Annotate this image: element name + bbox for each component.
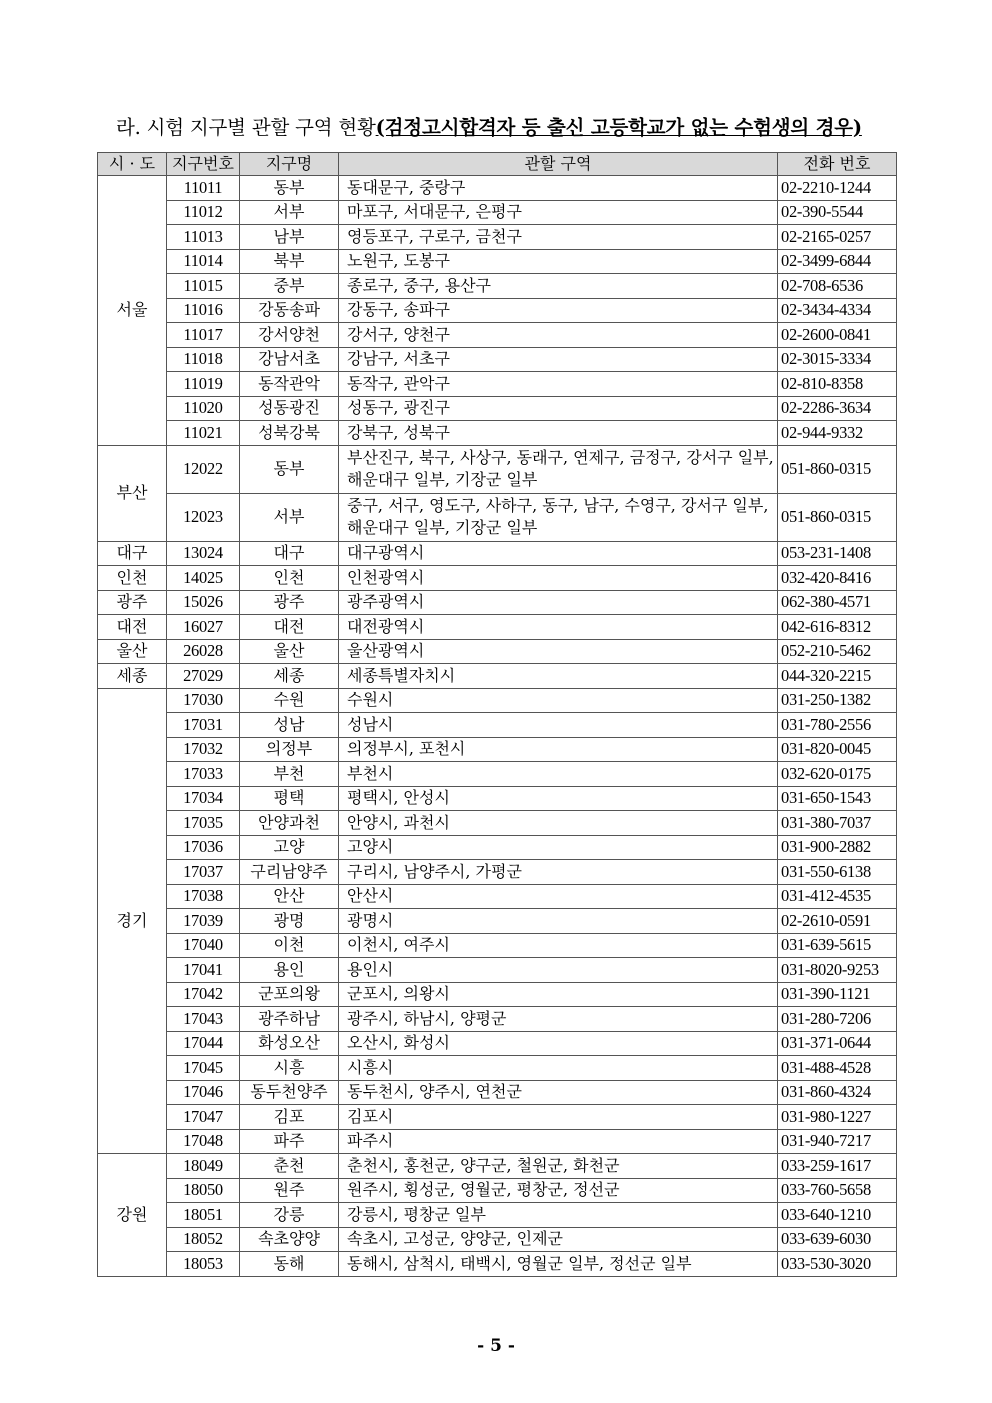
district-code-cell: 17034 (167, 786, 240, 811)
district-name-cell: 동부 (240, 176, 339, 201)
district-name-cell: 광주 (240, 590, 339, 615)
district-name-cell: 광명 (240, 909, 339, 934)
phone-cell: 02-2286-3634 (778, 396, 897, 421)
phone-cell: 02-2210-1244 (778, 176, 897, 201)
district-name-cell: 강남서초 (240, 347, 339, 372)
phone-cell: 031-280-7206 (778, 1007, 897, 1032)
jurisdiction-cell: 광명시 (339, 909, 778, 934)
district-code-cell: 18053 (167, 1252, 240, 1277)
district-name-cell: 속초양양 (240, 1227, 339, 1252)
phone-cell: 031-650-1543 (778, 786, 897, 811)
jurisdiction-cell: 오산시, 화성시 (339, 1031, 778, 1056)
phone-cell: 02-2610-0591 (778, 909, 897, 934)
table-row (98, 396, 897, 421)
jurisdiction-cell: 군포시, 의왕시 (339, 982, 778, 1007)
region-cell: 서울 (98, 176, 167, 446)
phone-cell: 031-8020-9253 (778, 958, 897, 983)
jurisdiction-cell: 동두천시, 양주시, 연천군 (339, 1080, 778, 1105)
region-cell: 강원 (98, 1154, 167, 1277)
table-row (98, 1031, 897, 1056)
district-name-cell: 안산 (240, 884, 339, 909)
district-table (97, 152, 897, 1277)
district-code-cell: 17040 (167, 933, 240, 958)
district-name-cell: 춘천 (240, 1154, 339, 1179)
phone-cell: 031-940-7217 (778, 1129, 897, 1154)
district-code-cell: 17031 (167, 713, 240, 738)
phone-cell: 052-210-5462 (778, 639, 897, 664)
district-name-cell: 강릉 (240, 1203, 339, 1228)
district-name-cell: 의정부 (240, 737, 339, 762)
title-prefix: 라. 시험 지구별 관할 구역 현황 (116, 116, 376, 139)
jurisdiction-cell: 동대문구, 중랑구 (339, 176, 778, 201)
table-row (98, 225, 897, 250)
table-row (98, 445, 897, 493)
table-row (98, 860, 897, 885)
phone-cell: 02-3434-4334 (778, 298, 897, 323)
table-row (98, 762, 897, 787)
district-name-cell: 시흥 (240, 1056, 339, 1081)
district-code-cell: 17035 (167, 811, 240, 836)
table-row (98, 1203, 897, 1228)
district-code-cell: 17030 (167, 688, 240, 713)
jurisdiction-cell: 부산진구, 북구, 사상구, 동래구, 연제구, 금정구, 강서구 일부, 해운대구 일부, 기장군 일부 (339, 445, 778, 493)
jurisdiction-cell: 강서구, 양천구 (339, 323, 778, 348)
region-cell: 광주 (98, 590, 167, 615)
district-code-cell: 16027 (167, 615, 240, 640)
jurisdiction-cell: 강남구, 서초구 (339, 347, 778, 372)
table-row (98, 1007, 897, 1032)
table-row (98, 1129, 897, 1154)
phone-cell: 032-420-8416 (778, 566, 897, 591)
jurisdiction-cell: 용인시 (339, 958, 778, 983)
district-code-cell: 17039 (167, 909, 240, 934)
jurisdiction-cell: 광주광역시 (339, 590, 778, 615)
district-name-cell: 수원 (240, 688, 339, 713)
district-code-cell: 11014 (167, 249, 240, 274)
district-code-cell: 17043 (167, 1007, 240, 1032)
district-name-cell: 파주 (240, 1129, 339, 1154)
district-name-cell: 동두천양주 (240, 1080, 339, 1105)
district-name-cell: 군포의왕 (240, 982, 339, 1007)
phone-cell: 053-231-1408 (778, 541, 897, 566)
jurisdiction-cell: 파주시 (339, 1129, 778, 1154)
district-name-cell: 동작관악 (240, 372, 339, 397)
district-name-cell: 이천 (240, 933, 339, 958)
table-row (98, 1252, 897, 1277)
jurisdiction-cell: 대전광역시 (339, 615, 778, 640)
district-code-cell: 17033 (167, 762, 240, 787)
table-row (98, 737, 897, 762)
region-cell: 세종 (98, 664, 167, 689)
table-row (98, 615, 897, 640)
phone-cell: 051-860-0315 (778, 493, 897, 541)
district-code-cell: 11020 (167, 396, 240, 421)
district-code-cell: 17046 (167, 1080, 240, 1105)
jurisdiction-cell: 시흥시 (339, 1056, 778, 1081)
district-name-cell: 평택 (240, 786, 339, 811)
phone-cell: 02-3499-6844 (778, 249, 897, 274)
district-name-cell: 용인 (240, 958, 339, 983)
table-row (98, 811, 897, 836)
phone-cell: 031-390-1121 (778, 982, 897, 1007)
phone-cell: 02-2165-0257 (778, 225, 897, 250)
phone-cell: 031-371-0644 (778, 1031, 897, 1056)
jurisdiction-cell: 수원시 (339, 688, 778, 713)
table-row (98, 1105, 897, 1130)
table-row (98, 639, 897, 664)
table-row (98, 493, 897, 541)
district-code-cell: 11017 (167, 323, 240, 348)
phone-cell: 031-412-4535 (778, 884, 897, 909)
page-number: - 5 - (477, 1336, 515, 1356)
table-row (98, 909, 897, 934)
jurisdiction-cell: 의정부시, 포천시 (339, 737, 778, 762)
district-code-cell: 17038 (167, 884, 240, 909)
district-code-cell: 26028 (167, 639, 240, 664)
header-code: 지구번호 (167, 153, 240, 176)
district-code-cell: 14025 (167, 566, 240, 591)
phone-cell: 02-2600-0841 (778, 323, 897, 348)
district-name-cell: 동부 (240, 445, 339, 493)
jurisdiction-cell: 강동구, 송파구 (339, 298, 778, 323)
district-code-cell: 17032 (167, 737, 240, 762)
region-cell: 대전 (98, 615, 167, 640)
district-code-cell: 17041 (167, 958, 240, 983)
table-row (98, 372, 897, 397)
table-row (98, 884, 897, 909)
district-name-cell: 북부 (240, 249, 339, 274)
jurisdiction-cell: 성남시 (339, 713, 778, 738)
jurisdiction-cell: 이천시, 여주시 (339, 933, 778, 958)
district-code-cell: 17042 (167, 982, 240, 1007)
phone-cell: 033-640-1210 (778, 1203, 897, 1228)
phone-cell: 031-900-2882 (778, 835, 897, 860)
jurisdiction-cell: 성동구, 광진구 (339, 396, 778, 421)
jurisdiction-cell: 안산시 (339, 884, 778, 909)
table-row (98, 249, 897, 274)
district-name-cell: 광주하남 (240, 1007, 339, 1032)
region-cell: 부산 (98, 445, 167, 541)
district-code-cell: 17047 (167, 1105, 240, 1130)
jurisdiction-cell: 강릉시, 평창군 일부 (339, 1203, 778, 1228)
jurisdiction-cell: 평택시, 안성시 (339, 786, 778, 811)
table-body (98, 176, 897, 1277)
header-area: 관할 구역 (339, 153, 778, 176)
phone-cell: 031-780-2556 (778, 713, 897, 738)
district-name-cell: 김포 (240, 1105, 339, 1130)
region-cell: 울산 (98, 639, 167, 664)
phone-cell: 02-708-6536 (778, 274, 897, 299)
district-code-cell: 18052 (167, 1227, 240, 1252)
phone-cell: 031-250-1382 (778, 688, 897, 713)
district-code-cell: 17048 (167, 1129, 240, 1154)
jurisdiction-cell: 김포시 (339, 1105, 778, 1130)
table-row (98, 933, 897, 958)
district-code-cell: 11021 (167, 421, 240, 446)
phone-cell: 031-860-4324 (778, 1080, 897, 1105)
table-row (98, 1080, 897, 1105)
title-emphasis: (검정고시합격자 등 출신 고등학교가 없는 수험생의 경우) (375, 116, 862, 139)
district-name-cell: 동해 (240, 1252, 339, 1277)
district-name-cell: 강서양천 (240, 323, 339, 348)
table-header-row (98, 153, 897, 176)
jurisdiction-cell: 안양시, 과천시 (339, 811, 778, 836)
jurisdiction-cell: 동해시, 삼척시, 태백시, 영월군 일부, 정선군 일부 (339, 1252, 778, 1277)
table-row (98, 786, 897, 811)
district-code-cell: 12023 (167, 493, 240, 541)
region-cell: 대구 (98, 541, 167, 566)
jurisdiction-cell: 종로구, 중구, 용산구 (339, 274, 778, 299)
phone-cell: 042-616-8312 (778, 615, 897, 640)
phone-cell: 031-550-6138 (778, 860, 897, 885)
jurisdiction-cell: 대구광역시 (339, 541, 778, 566)
section-title (116, 112, 862, 140)
jurisdiction-cell: 동작구, 관악구 (339, 372, 778, 397)
table-row (98, 835, 897, 860)
jurisdiction-cell: 부천시 (339, 762, 778, 787)
district-name-cell: 고양 (240, 835, 339, 860)
phone-cell: 031-980-1227 (778, 1105, 897, 1130)
district-name-cell: 세종 (240, 664, 339, 689)
district-name-cell: 화성오산 (240, 1031, 339, 1056)
table-row (98, 200, 897, 225)
district-code-cell: 11018 (167, 347, 240, 372)
table-row (98, 982, 897, 1007)
district-name-cell: 대전 (240, 615, 339, 640)
district-name-cell: 인천 (240, 566, 339, 591)
district-code-cell: 15026 (167, 590, 240, 615)
header-name: 지구명 (240, 153, 339, 176)
phone-cell: 031-639-5615 (778, 933, 897, 958)
district-name-cell: 중부 (240, 274, 339, 299)
jurisdiction-cell: 마포구, 서대문구, 은평구 (339, 200, 778, 225)
phone-cell: 02-390-5544 (778, 200, 897, 225)
table-row (98, 176, 897, 201)
table-row (98, 958, 897, 983)
phone-cell: 031-380-7037 (778, 811, 897, 836)
jurisdiction-cell: 강북구, 성북구 (339, 421, 778, 446)
phone-cell: 033-639-6030 (778, 1227, 897, 1252)
jurisdiction-cell: 구리시, 남양주시, 가평군 (339, 860, 778, 885)
district-name-cell: 성북강북 (240, 421, 339, 446)
district-code-cell: 27029 (167, 664, 240, 689)
phone-cell: 032-620-0175 (778, 762, 897, 787)
phone-cell: 02-810-8358 (778, 372, 897, 397)
table-row (98, 298, 897, 323)
jurisdiction-cell: 속초시, 고성군, 양양군, 인제군 (339, 1227, 778, 1252)
table-row (98, 347, 897, 372)
district-name-cell: 구리남양주 (240, 860, 339, 885)
jurisdiction-cell: 노원구, 도봉구 (339, 249, 778, 274)
table-row (98, 1056, 897, 1081)
district-name-cell: 안양과천 (240, 811, 339, 836)
district-code-cell: 18050 (167, 1178, 240, 1203)
district-code-cell: 17044 (167, 1031, 240, 1056)
region-cell: 경기 (98, 688, 167, 1154)
table-row (98, 541, 897, 566)
phone-cell: 062-380-4571 (778, 590, 897, 615)
header-region: 시 · 도 (98, 153, 167, 176)
district-code-cell: 18051 (167, 1203, 240, 1228)
district-name-cell: 서부 (240, 200, 339, 225)
phone-cell: 031-820-0045 (778, 737, 897, 762)
jurisdiction-cell: 세종특별자치시 (339, 664, 778, 689)
district-name-cell: 울산 (240, 639, 339, 664)
jurisdiction-cell: 광주시, 하남시, 양평군 (339, 1007, 778, 1032)
phone-cell: 033-530-3020 (778, 1252, 897, 1277)
district-name-cell: 부천 (240, 762, 339, 787)
district-name-cell: 원주 (240, 1178, 339, 1203)
district-code-cell: 11012 (167, 200, 240, 225)
district-code-cell: 17036 (167, 835, 240, 860)
phone-cell: 033-259-1617 (778, 1154, 897, 1179)
district-code-cell: 11011 (167, 176, 240, 201)
jurisdiction-cell: 고양시 (339, 835, 778, 860)
table-row (98, 1154, 897, 1179)
district-code-cell: 11016 (167, 298, 240, 323)
table-row (98, 590, 897, 615)
district-code-cell: 11013 (167, 225, 240, 250)
phone-cell: 051-860-0315 (778, 445, 897, 493)
phone-cell: 044-320-2215 (778, 664, 897, 689)
phone-cell: 02-944-9332 (778, 421, 897, 446)
table-row (98, 421, 897, 446)
table-row (98, 1178, 897, 1203)
table-row (98, 566, 897, 591)
district-code-cell: 18049 (167, 1154, 240, 1179)
district-name-cell: 성동광진 (240, 396, 339, 421)
district-name-cell: 성남 (240, 713, 339, 738)
header-tel: 전화 번호 (778, 153, 897, 176)
jurisdiction-cell: 울산광역시 (339, 639, 778, 664)
district-name-cell: 남부 (240, 225, 339, 250)
table-row (98, 274, 897, 299)
district-name-cell: 대구 (240, 541, 339, 566)
table-row (98, 323, 897, 348)
district-code-cell: 12022 (167, 445, 240, 493)
table-row (98, 713, 897, 738)
district-code-cell: 13024 (167, 541, 240, 566)
jurisdiction-cell: 춘천시, 홍천군, 양구군, 철원군, 화천군 (339, 1154, 778, 1179)
district-code-cell: 17037 (167, 860, 240, 885)
jurisdiction-cell: 원주시, 횡성군, 영월군, 평창군, 정선군 (339, 1178, 778, 1203)
region-cell: 인천 (98, 566, 167, 591)
table-row (98, 1227, 897, 1252)
district-code-cell: 11015 (167, 274, 240, 299)
jurisdiction-cell: 인천광역시 (339, 566, 778, 591)
table-row (98, 688, 897, 713)
phone-cell: 02-3015-3334 (778, 347, 897, 372)
district-name-cell: 서부 (240, 493, 339, 541)
phone-cell: 031-488-4528 (778, 1056, 897, 1081)
district-code-cell: 17045 (167, 1056, 240, 1081)
jurisdiction-cell: 중구, 서구, 영도구, 사하구, 동구, 남구, 수영구, 강서구 일부, 해운대구 일부, 기장군 일부 (339, 493, 778, 541)
table-row (98, 664, 897, 689)
district-name-cell: 강동송파 (240, 298, 339, 323)
district-code-cell: 11019 (167, 372, 240, 397)
phone-cell: 033-760-5658 (778, 1178, 897, 1203)
jurisdiction-cell: 영등포구, 구로구, 금천구 (339, 225, 778, 250)
